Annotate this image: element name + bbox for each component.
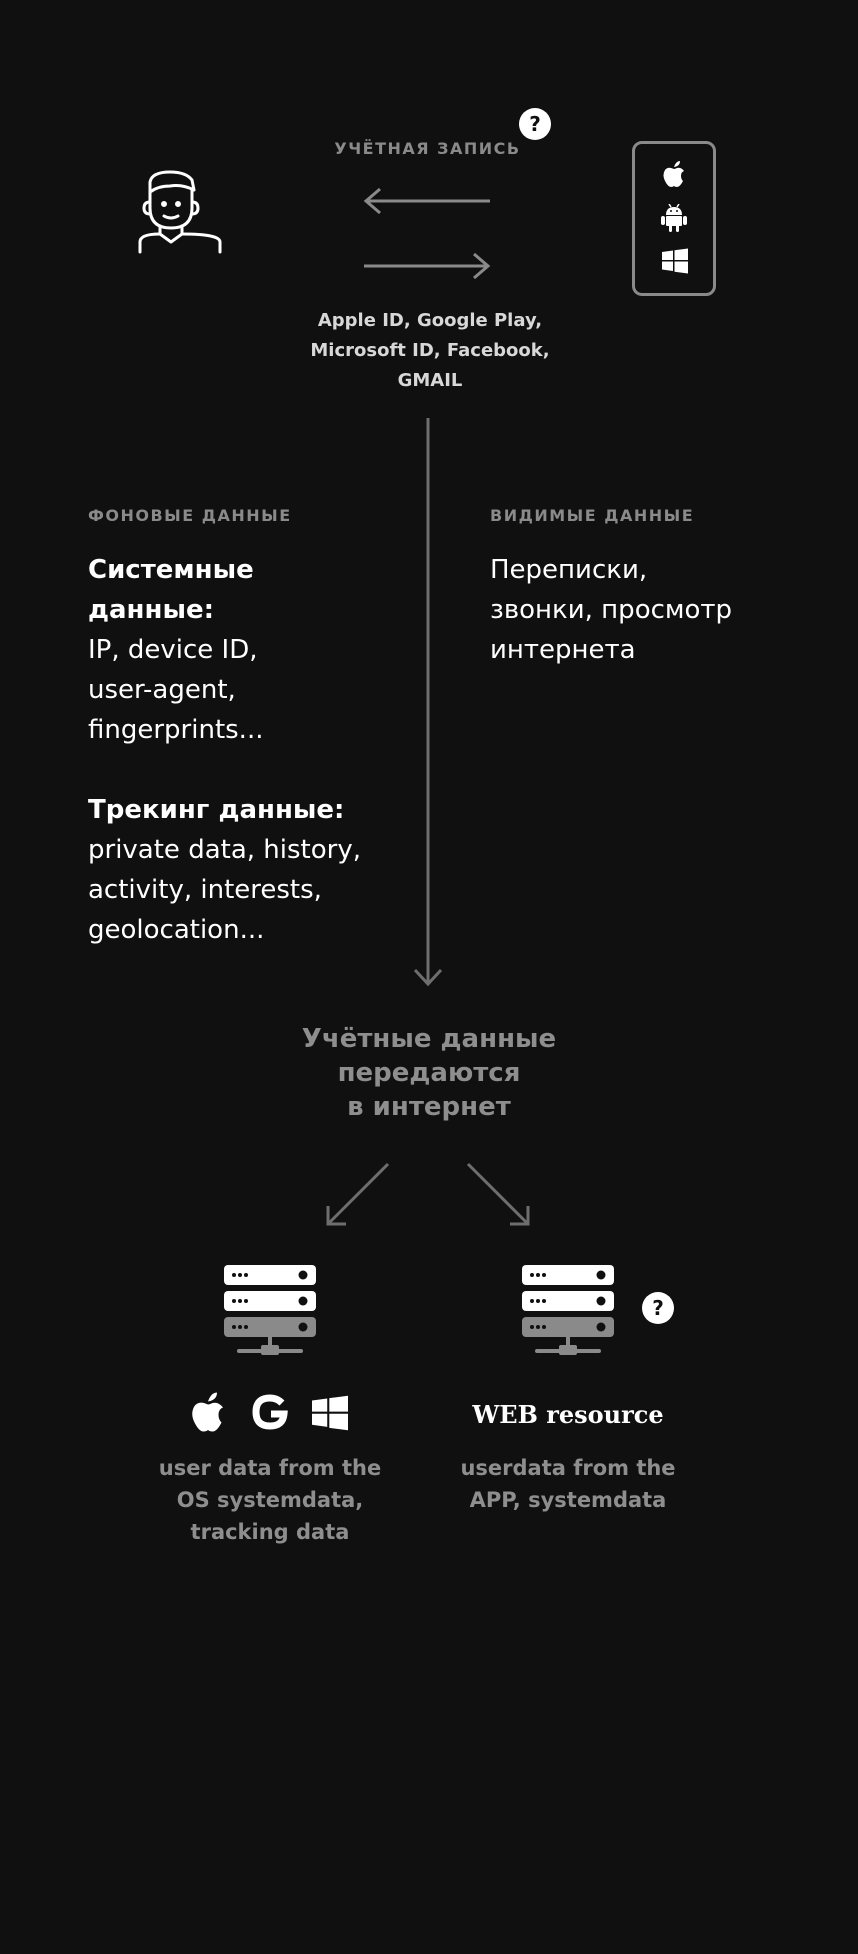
transfer-line: Учётные данные xyxy=(301,1024,557,1054)
account-label: УЧЁТНАЯ ЗАПИСЬ xyxy=(334,139,521,158)
tracking-data-title: Трекинг данные: xyxy=(88,795,345,825)
account-providers xyxy=(300,306,560,396)
server-icon xyxy=(521,1265,615,1357)
apple-icon xyxy=(662,160,686,188)
tracking-data-line: activity, interests, xyxy=(88,875,322,905)
provider-line: GMAIL xyxy=(397,370,463,391)
visible-data-label: ВИДИМЫЕ ДАННЫЕ xyxy=(490,506,695,525)
visible-data-line: интернета xyxy=(490,635,636,665)
system-data-line: fingerprints... xyxy=(88,715,264,745)
arrow-down-right-icon xyxy=(466,1162,534,1228)
apple-icon xyxy=(190,1391,226,1433)
web-resource-title: WEB resource xyxy=(472,1400,664,1429)
os-server-caption xyxy=(150,1452,390,1548)
os-caption-line: OS systemdata, xyxy=(176,1488,364,1512)
os-caption-line: tracking data xyxy=(190,1520,350,1544)
windows-icon xyxy=(662,248,688,274)
transfer-title xyxy=(279,1022,579,1124)
provider-line: Microsoft ID, Facebook, xyxy=(310,340,550,361)
arrow-right-icon xyxy=(362,250,492,282)
tracking-data-line: private data, history, xyxy=(88,835,361,865)
transfer-line: передаются xyxy=(337,1058,521,1088)
android-icon xyxy=(661,204,687,232)
transfer-line: в интернет xyxy=(347,1092,511,1122)
provider-line: Apple ID, Google Play, xyxy=(317,310,543,331)
tracking-data-line: geolocation... xyxy=(88,915,265,945)
arrow-left-icon xyxy=(362,185,492,217)
vertical-flow-arrow xyxy=(412,418,444,988)
server-icon xyxy=(223,1265,317,1357)
windows-icon xyxy=(312,1395,348,1431)
system-data-title: Системные данные: xyxy=(88,555,254,625)
background-data-block xyxy=(88,550,388,950)
os-caption-line: user data from the xyxy=(158,1456,382,1480)
system-data-line: user-agent, xyxy=(88,675,236,705)
visible-data-block xyxy=(490,550,750,670)
arrow-down-left-icon xyxy=(322,1162,390,1228)
web-caption-line: APP, systemdata xyxy=(469,1488,667,1512)
background-data-label: ФОНОВЫЕ ДАННЫЕ xyxy=(88,506,292,525)
system-data-line: IP, device ID, xyxy=(88,635,258,665)
device-frame xyxy=(632,141,716,296)
web-caption-line: userdata from the xyxy=(460,1456,676,1480)
visible-data-line: звонки, просмотр xyxy=(490,595,733,625)
visible-data-line: Переписки, xyxy=(490,555,648,585)
google-icon xyxy=(252,1394,288,1430)
web-server-caption xyxy=(448,1452,688,1516)
help-icon[interactable]: ? xyxy=(642,1292,674,1324)
help-icon[interactable]: ? xyxy=(519,108,551,140)
user-avatar-icon xyxy=(138,170,222,254)
